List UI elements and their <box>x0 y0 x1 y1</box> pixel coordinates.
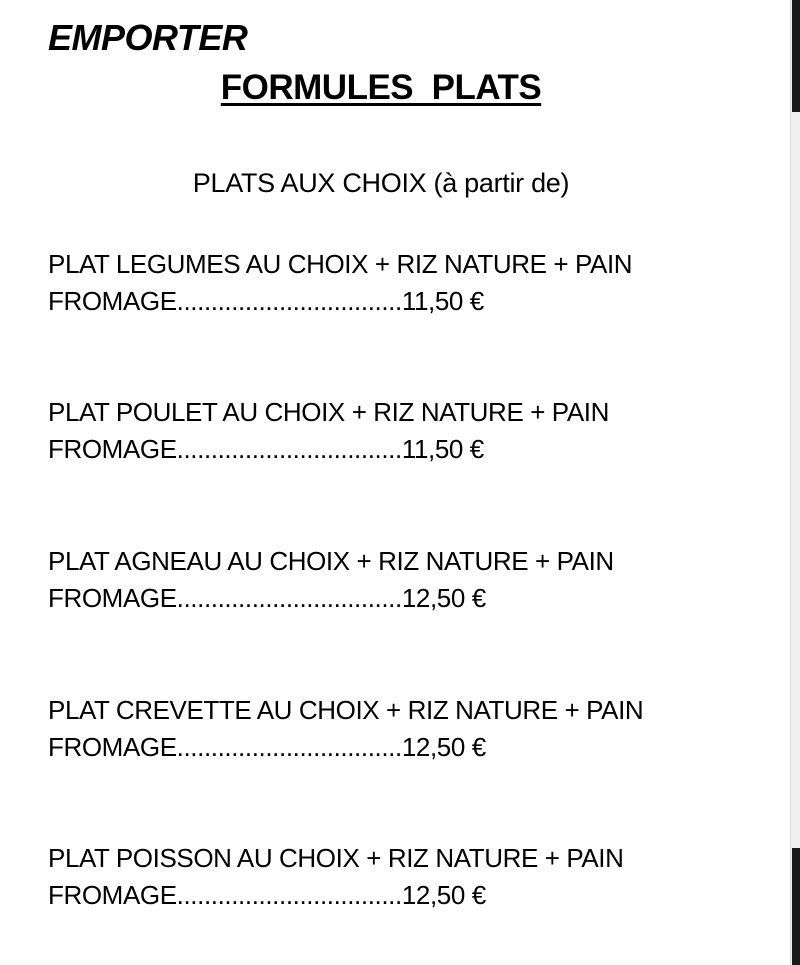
section-subtitle: PLATS AUX CHOIX (à partir de) <box>192 168 570 198</box>
menu-item-price-line: FROMAGE.................................12,50 € <box>48 732 486 762</box>
menu-item-price-line: FROMAGE.................................11,50 € <box>48 286 484 316</box>
menu-item-description: PLAT AGNEAU AU CHOIX + RIZ NATURE + PAIN <box>48 546 614 576</box>
menu-item-legumes <box>48 246 748 320</box>
menu-item-poisson <box>48 840 748 914</box>
menu-item-price-line: FROMAGE.................................12,50 € <box>48 880 486 910</box>
menu-item-price-line: FROMAGE.................................12,50 € <box>48 583 486 613</box>
menu-item-agneau <box>48 543 748 617</box>
scrollbar-edge-top <box>792 0 800 112</box>
page-title: EMPORTER <box>48 17 248 58</box>
menu-item-description: PLAT LEGUMES AU CHOIX + RIZ NATURE + PAIN <box>48 249 633 279</box>
scrollbar[interactable] <box>790 0 800 965</box>
section-title: FORMULES PLATS <box>220 68 542 107</box>
menu-item-poulet <box>48 394 748 468</box>
menu-item-crevette <box>48 692 748 766</box>
menu-item-price-line: FROMAGE.................................11,50 € <box>48 434 484 464</box>
menu-item-description: PLAT CREVETTE AU CHOIX + RIZ NATURE + PAIN <box>48 695 644 725</box>
menu-item-description: PLAT POISSON AU CHOIX + RIZ NATURE + PAIN <box>48 843 624 873</box>
scrollbar-edge-bottom <box>792 848 800 965</box>
menu-item-description: PLAT POULET AU CHOIX + RIZ NATURE + PAIN <box>48 397 609 427</box>
